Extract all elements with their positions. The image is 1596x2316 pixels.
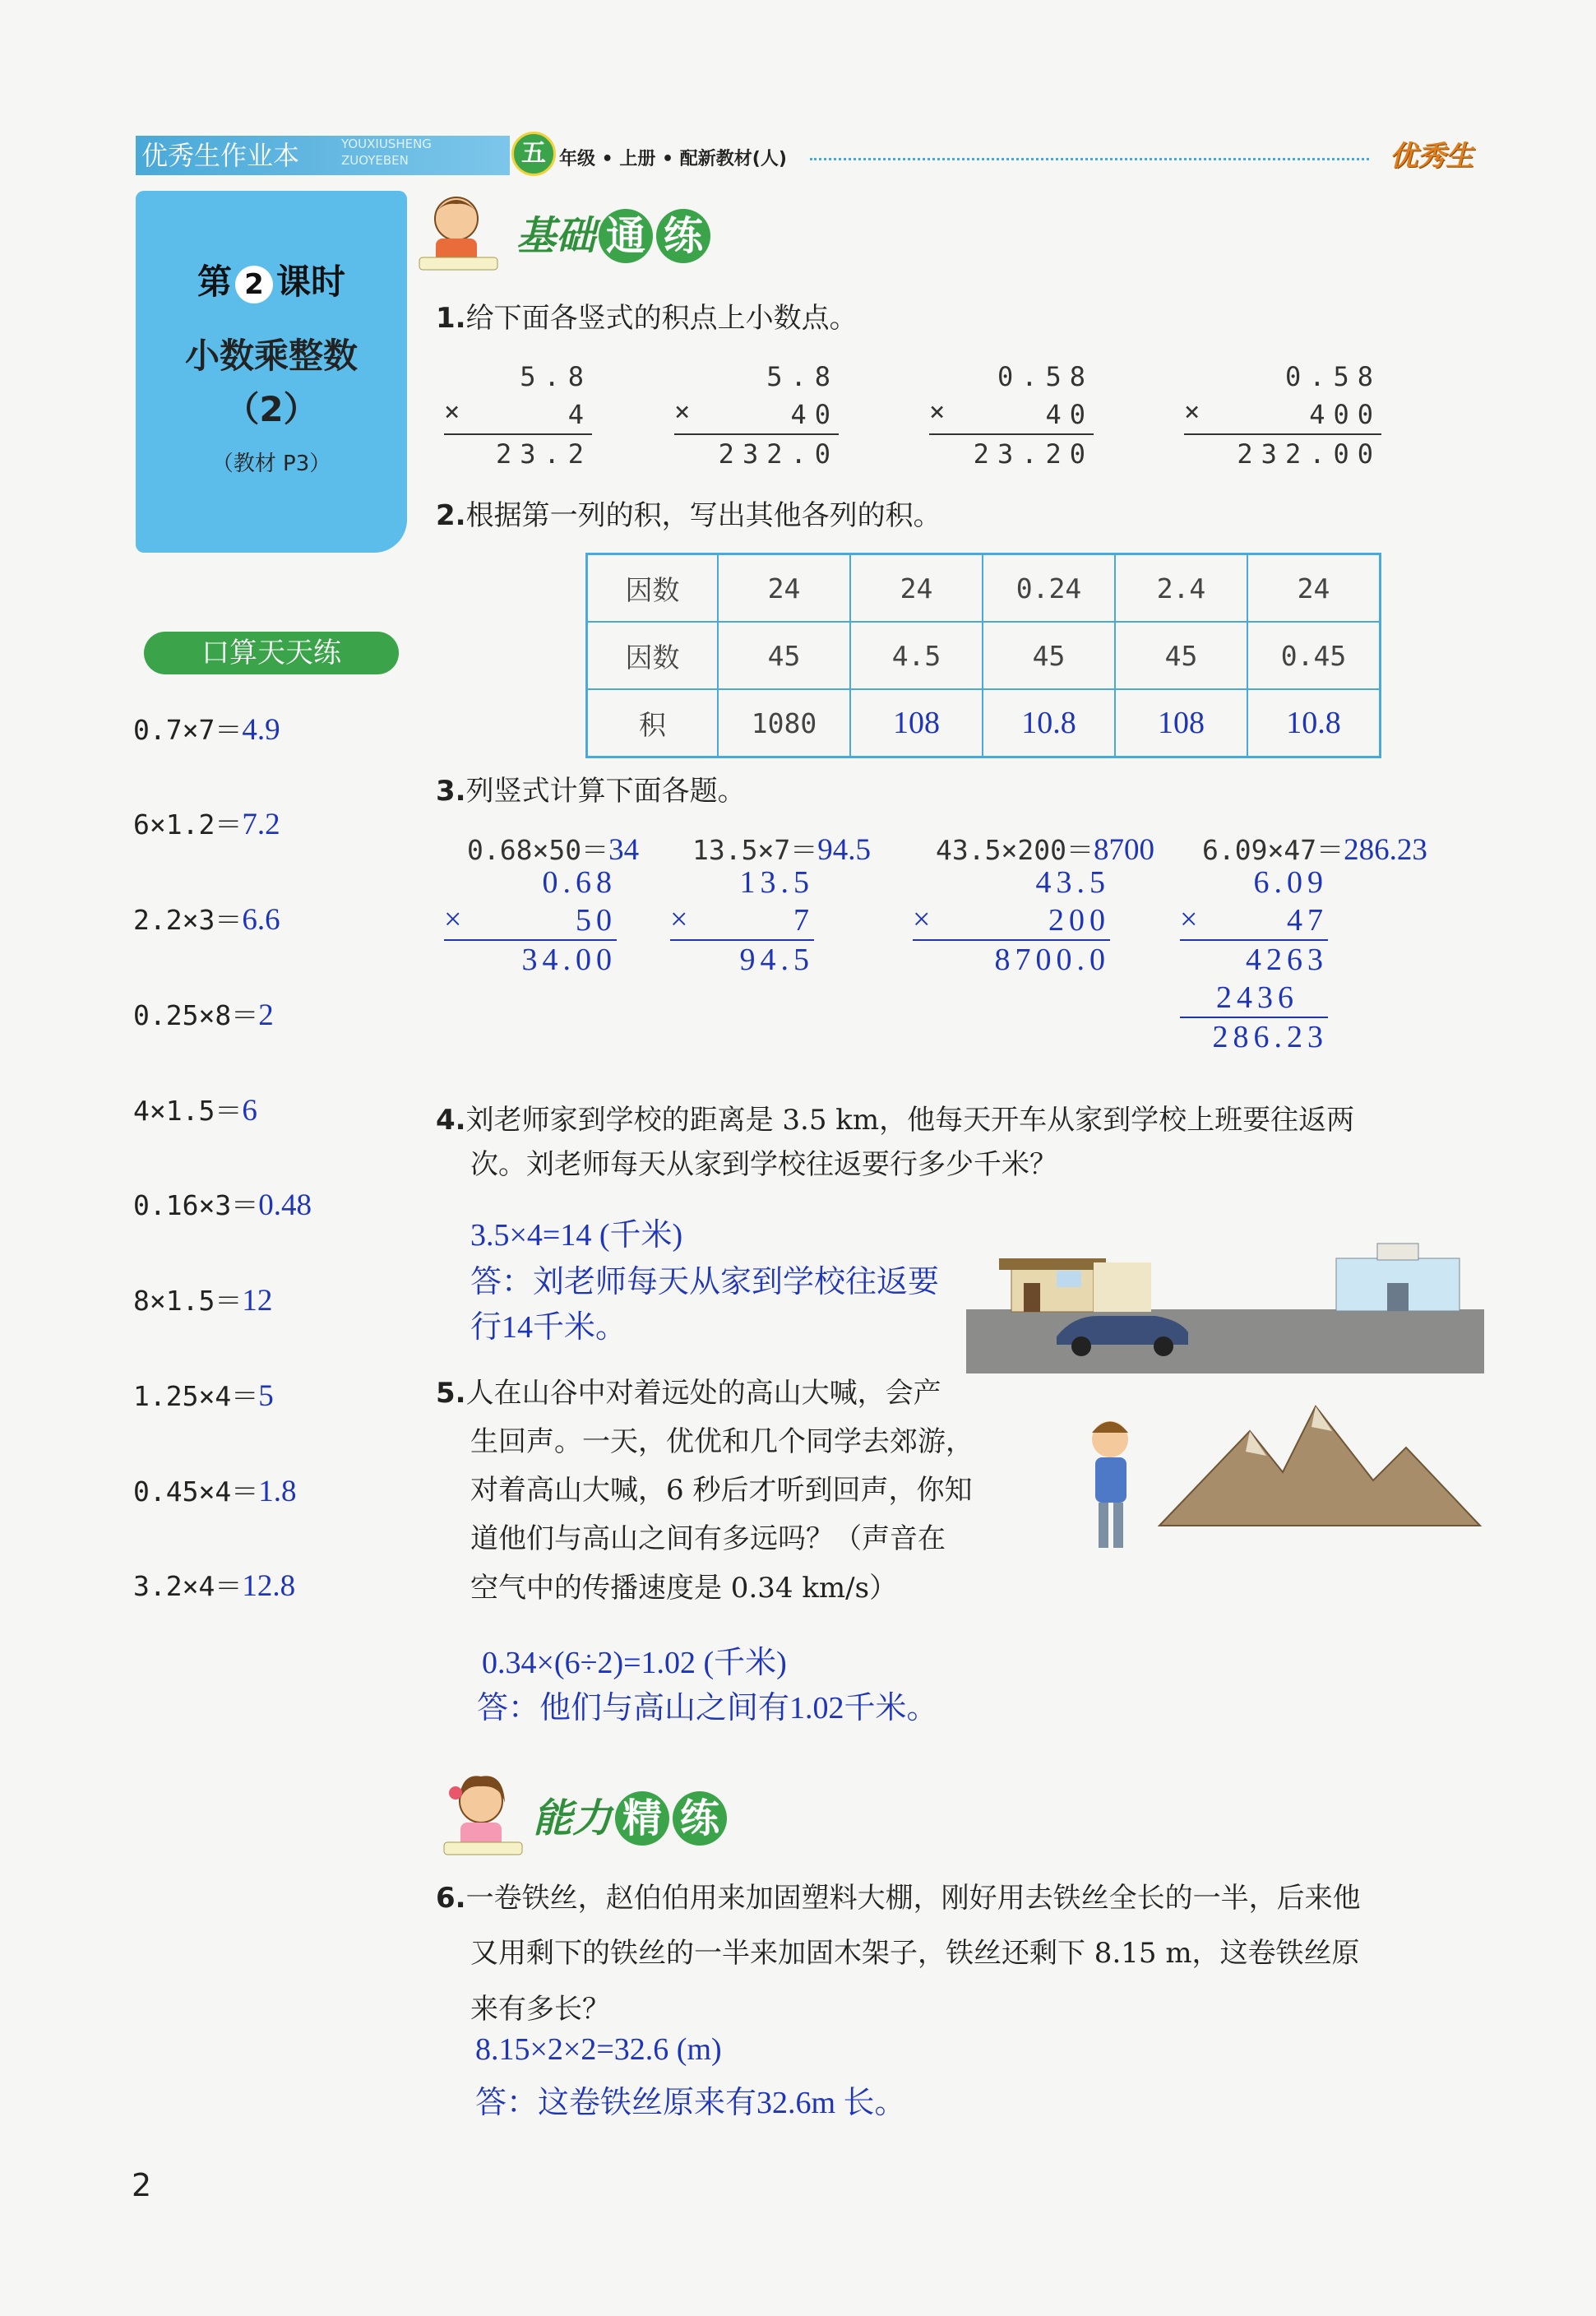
q3-equation-text: 6.09×47＝ [1202,834,1344,866]
calc-multiplier: 40 [1045,399,1094,430]
oral-answer: 2 [258,998,274,1032]
oral-answer: 0.48 [258,1188,312,1222]
boy-reading-icon [411,188,510,278]
q3-vertical-calc [1180,864,1328,1056]
answer-cell: 10.8 [1247,689,1381,757]
oral-question [133,1090,257,1128]
row-label: 因数 [587,554,719,623]
q3-equation-text: 0.68×50＝ [467,834,609,866]
multiply-sign: × [1184,396,1200,427]
section-basic-word2: 通 [599,209,653,263]
oral-question-text: 4×1.5＝ [133,1095,243,1127]
oral-answer: 12.8 [242,1569,296,1603]
question-text-line1: 一卷铁丝，赵伯伯用来加固塑料大棚，刚好用去铁丝全长的一半，后来他 [465,1882,1361,1915]
oral-question [133,1280,272,1318]
multiply-sign: × [1180,902,1198,937]
calc-multiplicand: 0.68 [542,865,617,900]
q4-answer-line2: 行14千米。 [470,1310,627,1345]
oral-question-text: 0.45×4＝ [133,1475,259,1508]
oral-answer: 6 [242,1094,257,1128]
calc-multiplicand: 13.5 [739,865,814,900]
calc-multiplicand: 0.58 [997,361,1094,392]
oral-question-text: 8×1.5＝ [133,1285,243,1317]
calc-multiplier: 7 [793,903,814,938]
q6-calc: 8.15×2×2=32.6 (m) [475,2032,722,2067]
lesson-number-badge: 2 [235,266,273,303]
brand-logo: 优秀生 [1390,140,1473,173]
oral-answer: 4.9 [242,713,280,747]
calc-result: 8700.0 [994,943,1110,977]
question-text-line1: 人在山谷中对着远处的高山大喊，会产 [465,1377,941,1410]
road-scene-illustration [966,1234,1484,1373]
table-row [587,622,1381,689]
question-number: 5. [436,1377,466,1410]
question-1 [436,296,858,340]
question-number: 4. [436,1104,466,1137]
table-cell: 24 [1247,554,1381,623]
question-text-line2: 次。刘老师每天从家到学校往返要行多少千米？ [470,1148,1057,1182]
oral-question-text: 0.25×8＝ [133,999,259,1031]
section-basic-title [516,204,710,263]
question-text-line3: 来有多长？ [470,1992,610,2026]
multiply-sign: × [444,396,460,427]
table-cell: 45 [1115,622,1247,689]
multiply-sign: × [670,902,688,937]
section-ability-word2: 精 [615,1791,669,1846]
oral-question [133,804,280,842]
calc-multiplicand: 5.8 [520,361,592,392]
table-cell: 0.45 [1247,622,1381,689]
table-cell: 45 [718,622,850,689]
question-text-line5: 空气中的传播速度是 0.34 km/s） [470,1571,898,1605]
section-basic-word3: 练 [656,209,710,263]
table-cell: 4.5 [850,622,983,689]
calc-result: 232.00 [1237,438,1381,470]
calc-result: 34.00 [521,943,617,977]
oral-question [133,1471,296,1509]
q3-equation [467,829,639,868]
oral-answer: 7.2 [242,808,280,841]
question-6 [436,1871,1361,2037]
question-3 [436,769,746,813]
calc-result: 23.2 [495,438,592,470]
table-cell: 24 [718,554,850,623]
q5-answer: 答：他们与高山之间有1.02千米。 [477,1691,938,1725]
question-text: 列竖式计算下面各题。 [465,775,746,808]
oral-practice-title: 口算天天练 [144,632,399,674]
lesson-suffix: 课时 [276,262,346,302]
vertical-calc [674,358,839,473]
table-row [587,689,1381,757]
calc-multiplier: 47 [1287,903,1328,938]
q3-equation-text: 43.5×200＝ [936,834,1094,866]
oral-answer: 12 [242,1284,273,1318]
q5-calc: 0.34×(6÷2)=1.02 (千米) [482,1646,787,1680]
calc-multiplier: 4 [567,399,592,430]
oral-question-text: 3.2×4＝ [133,1570,243,1602]
q3-vertical-calc [670,864,814,979]
oral-answer: 1.8 [258,1475,297,1508]
oral-answer: 5 [258,1379,274,1413]
q3-equation-answer: 34 [608,833,640,867]
q4-calc: 3.5×4=14 (千米) [470,1218,683,1253]
section-ability-word1: 能力 [533,1795,613,1841]
oral-question-text: 6×1.2＝ [133,808,243,841]
question-number: 1. [436,302,466,335]
calc-multiplier: 40 [790,399,839,430]
q3-equation-answer: 8700 [1093,833,1154,867]
question-number: 3. [436,775,466,808]
book-pinyin: YOUXIUSHENG ZUOYEBEN [341,137,432,168]
oral-question [133,899,280,938]
page-number: 2 [132,2167,152,2203]
multiply-sign: × [929,396,946,427]
table-cell: 24 [850,554,983,623]
q3-vertical-calc [913,864,1110,979]
table-cell: 45 [983,622,1115,689]
question-2 [436,493,941,538]
section-basic-word1: 基础 [516,213,596,259]
question-text-line2: 又用剩下的铁丝的一半来加固木架子，铁丝还剩下 8.15 m，这卷铁丝原 [470,1937,1360,1971]
question-text-line1: 刘老师家到学校的距离是 3.5 km，他每天开车从家到学校上班要往返两 [465,1104,1355,1137]
oral-question-text: 0.7×7＝ [133,714,243,746]
q3-equation [692,829,871,868]
question-text-line4: 道他们与高山之间有多远吗？（声音在 [470,1522,946,1556]
row-label: 因数 [587,622,719,689]
row-label: 积 [587,689,719,757]
calc-result: 94.5 [739,943,814,977]
multiply-sign: × [913,902,931,937]
lesson-subtitle: （2） [224,389,318,429]
calc-multiplier: 50 [576,903,617,938]
mountain-shout-illustration [1077,1382,1488,1571]
vertical-calc [1184,358,1381,473]
vertical-calc [444,358,592,473]
q3-equation [936,829,1154,868]
oral-question-text: 1.25×4＝ [133,1380,259,1412]
lesson-prefix: 第 [197,262,232,302]
table-cell: 0.24 [983,554,1115,623]
oral-question [133,1565,295,1604]
q3-equation-answer: 286.23 [1344,833,1427,867]
book-title: 优秀生作业本 [141,140,300,171]
q4-answer-line1: 答：刘老师每天从家到学校往返要 [470,1265,940,1299]
multiply-sign: × [444,902,462,937]
multiply-sign: × [674,396,691,427]
question-5 [436,1369,974,1613]
textbook-reference: （教材 P3） [211,452,331,476]
grade-meta: 年级 • 上册 • 配新教材(人) [559,149,787,169]
table-cell: 2.4 [1115,554,1247,623]
calc-multiplicand: 43.5 [1035,865,1110,900]
section-ability-word3: 练 [673,1791,727,1846]
question-text-line2: 生回声。一天，优优和几个同学去郊游， [470,1425,974,1459]
q6-answer: 答：这卷铁丝原来有32.6m 长。 [475,2086,906,2120]
section-ability-title [533,1786,727,1846]
oral-question [133,1375,274,1414]
q3-vertical-calc [444,864,617,979]
product-table [585,553,1381,758]
lesson-number [136,255,407,304]
q3-equation-answer: 94.5 [817,833,871,867]
partial-product-1: 4263 [1246,943,1328,977]
table-cell: 1080 [718,689,850,757]
oral-answer: 6.6 [242,903,280,937]
question-text: 给下面各竖式的积点上小数点。 [465,302,858,335]
oral-question-text: 0.16×3＝ [133,1189,259,1221]
question-number: 6. [436,1882,466,1915]
calc-result: 232.0 [718,438,839,470]
answer-cell: 108 [1115,689,1247,757]
calc-multiplicand: 5.8 [766,361,839,392]
answer-cell: 108 [850,689,983,757]
girl-reading-icon [436,1768,530,1863]
question-4 [436,1098,1354,1188]
question-number: 2. [436,499,466,532]
lesson-title: 小数乘整数 [184,336,358,376]
q3-equation-text: 13.5×7＝ [692,834,818,866]
oral-question-text: 2.2×3＝ [133,904,243,936]
question-text: 根据第一列的积，写出其他各列的积。 [465,499,941,532]
calc-multiplicand: 6.09 [1253,865,1328,900]
oral-question [133,709,280,748]
answer-cell: 10.8 [983,689,1115,757]
calc-multiplier: 400 [1309,399,1381,430]
calc-multiplicand: 0.58 [1284,361,1381,392]
question-text-line3: 对着高山大喊，6 秒后才听到回声，你知 [470,1474,973,1508]
table-row [587,554,1381,623]
q3-equation [1202,829,1427,868]
oral-question [133,1184,312,1223]
calc-result: 23.20 [973,438,1094,470]
calc-result: 286.23 [1212,1020,1328,1054]
vertical-calc [929,358,1094,473]
oral-question [133,994,274,1033]
grade-badge: 五 [511,132,556,176]
header-divider [810,158,1369,160]
calc-multiplier: 200 [1048,903,1110,938]
partial-product-2: 2436 [1216,980,1298,1015]
